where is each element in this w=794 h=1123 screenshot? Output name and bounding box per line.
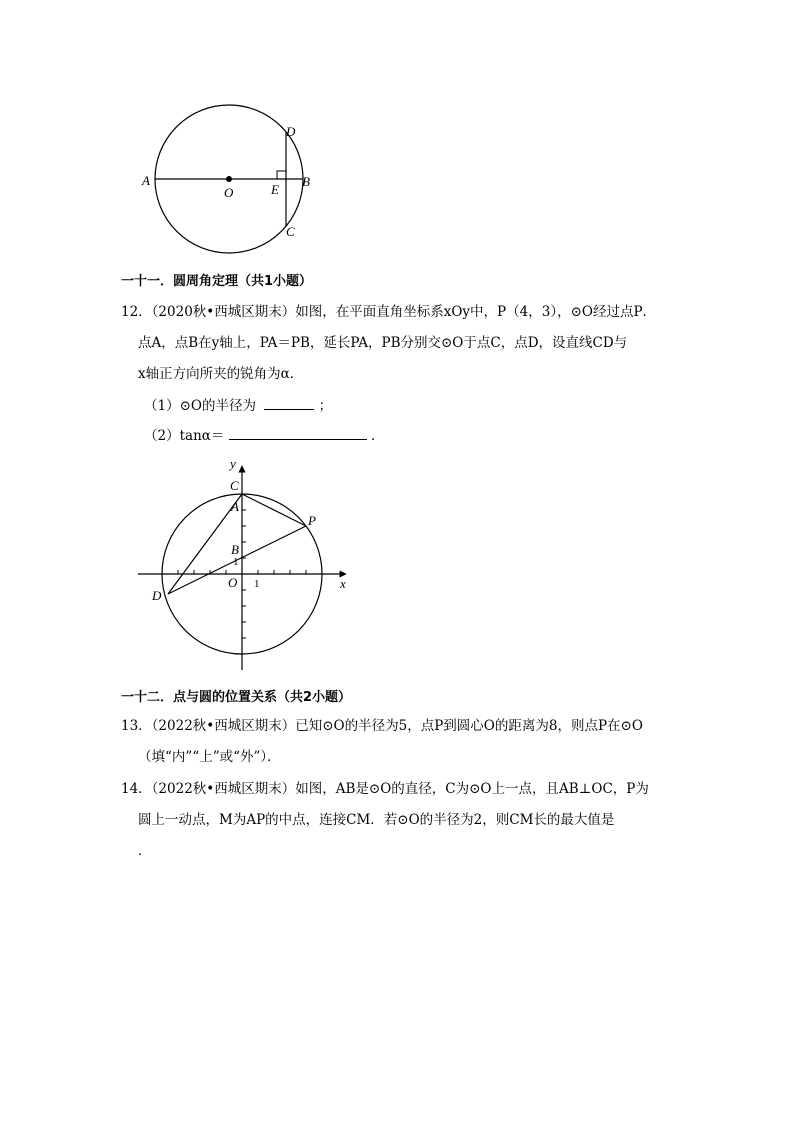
label-B2: B (231, 542, 239, 557)
label-B: B (302, 174, 310, 189)
q13-line2: （填“内”“上”或“外”）． (138, 749, 281, 765)
figure-circle-chord (130, 100, 330, 260)
circle-chord-diagram (130, 100, 330, 260)
section-heading-point-circle: 一十二．点与圆的位置关系（共2小题） (121, 690, 352, 705)
q12-sub1-suffix: ； (318, 398, 333, 414)
q12-sub2 (144, 425, 384, 446)
label-C2: C (230, 478, 239, 493)
label-C: C (286, 224, 295, 239)
label-E: E (271, 182, 279, 197)
label-P: P (308, 513, 316, 528)
label-origin: O (228, 575, 238, 590)
coordinate-circle-diagram (134, 452, 358, 676)
figure-coordinate-circle (134, 452, 358, 676)
label-A: A (142, 173, 150, 188)
q12-sub2-answer-blank[interactable] (229, 425, 367, 440)
label-y-one: 1 (233, 556, 239, 568)
label-D2: D (152, 588, 162, 603)
q14-line1: 14．（2022秋•西城区期末）如图，AB是⊙O的直径，C为⊙O上一点，且AB⊥OC，P为 (121, 781, 649, 797)
q12-line3: x轴正方向所夹的锐角为α． (138, 366, 304, 382)
label-x-one: 1 (254, 578, 260, 590)
q12-sub2-prefix: （2）tanα＝ (144, 428, 225, 444)
label-D: D (286, 124, 296, 139)
section-heading-inscribed-angle: 一十一．圆周角定理（共1小题） (121, 274, 313, 289)
q12-sub1 (144, 395, 332, 416)
q13-line1: 13．（2022秋•西城区期末）已知⊙O的半径为5，点P到圆心O的距离为8，则点P在⊙O (121, 718, 643, 734)
q12-sub1-answer-blank[interactable] (264, 395, 314, 410)
label-x-axis: x (340, 576, 346, 591)
q12-line2: 点A，点B在y轴上，PA＝PB，延长PA，PB分别交⊙O于点C，点D，设直线CD与 (138, 335, 628, 351)
q14-line3: ． (138, 843, 152, 859)
label-y-axis: y (230, 456, 236, 471)
q14-line2: 圆上一动点，M为AP的中点，连接CM．若⊙O的半径为2，则CM长的最大值是 (138, 812, 615, 828)
q12-sub2-suffix: ． (370, 428, 385, 444)
label-O: O (224, 185, 234, 200)
q12-line1: 12．（2020秋•西城区期末）如图，在平面直角坐标系xOy中，P（4，3），⊙O经过点P． (121, 304, 657, 320)
label-A2: A (231, 499, 239, 514)
q12-sub1-prefix: （1）⊙O的半径为 (144, 398, 256, 414)
